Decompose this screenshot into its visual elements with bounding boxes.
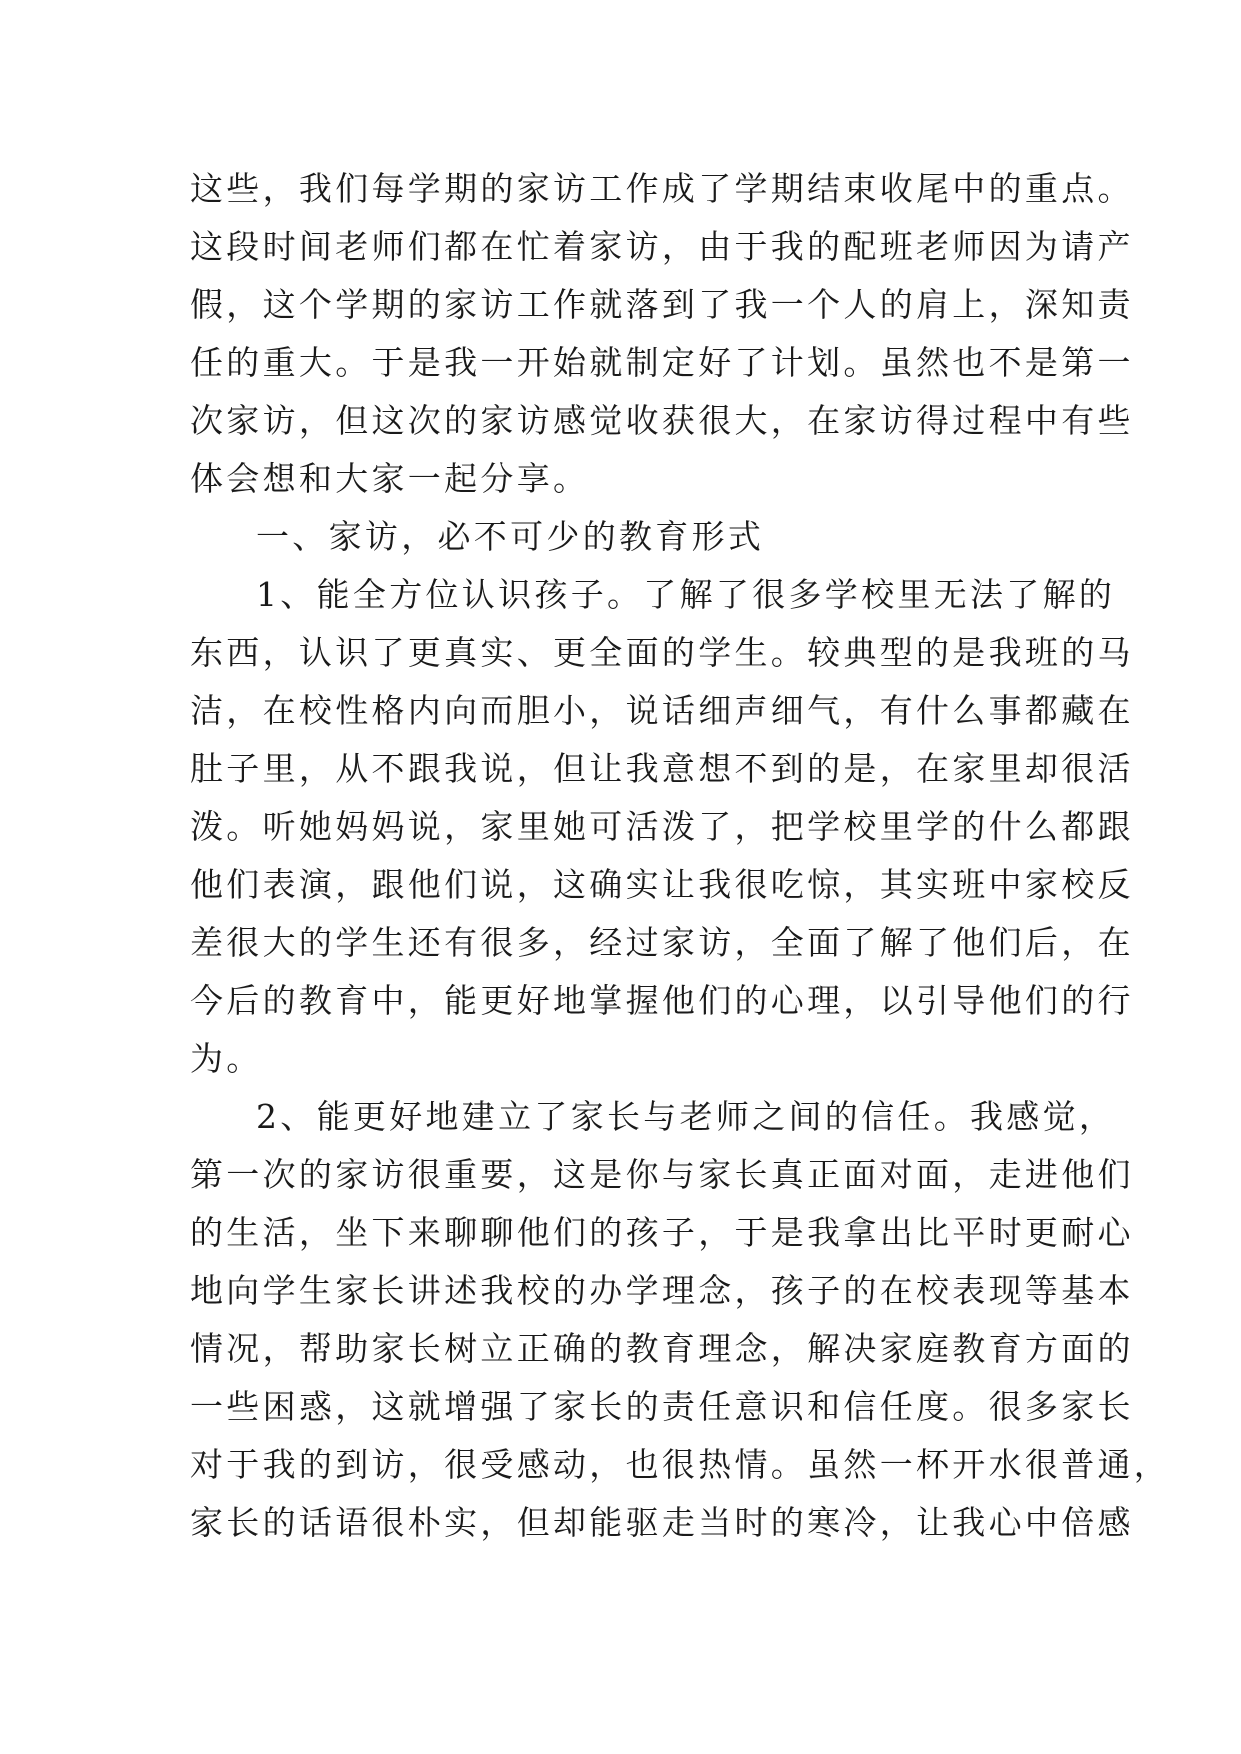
text-line: 第一次的家访很重要，这是你与家长真正面对面，走进他们 <box>190 1155 1134 1194</box>
text-line: 一些困惑，这就增强了家长的责任意识和信任度。很多家长 <box>190 1387 1134 1426</box>
text-line: 为。 <box>190 1039 263 1078</box>
section-heading: 一、家访，必不可少的教育形式 <box>256 517 765 556</box>
text-line: 今后的教育中，能更好地掌握他们的心理，以引导他们的行 <box>190 981 1134 1020</box>
text-line: 差很大的学生还有很多，经过家访，全面了解了他们后，在 <box>190 923 1134 962</box>
text-line: 对于我的到访，很受感动，也很热情。虽然一杯开水很普通， <box>190 1445 1171 1484</box>
text-line: 2、能更好地建立了家长与老师之间的信任。我感觉， <box>256 1097 1116 1136</box>
text-line: 情况，帮助家长树立正确的教育理念，解决家庭教育方面的 <box>190 1329 1134 1368</box>
text-line: 的生活，坐下来聊聊他们的孩子，于是我拿出比平时更耐心 <box>190 1213 1134 1252</box>
text-line: 家长的话语很朴实，但却能驱走当时的寒冷，让我心中倍感 <box>190 1503 1134 1542</box>
text-line: 假，这个学期的家访工作就落到了我一个人的肩上，深知责 <box>190 285 1134 324</box>
text-line: 这段时间老师们都在忙着家访，由于我的配班老师因为请产 <box>190 227 1134 266</box>
text-line: 他们表演，跟他们说，这确实让我很吃惊，其实班中家校反 <box>190 865 1134 904</box>
text-line: 次家访，但这次的家访感觉收获很大，在家访得过程中有些 <box>190 401 1134 440</box>
text-line: 肚子里，从不跟我说，但让我意想不到的是，在家里却很活 <box>190 749 1134 788</box>
text-line: 任的重大。于是我一开始就制定好了计划。虽然也不是第一 <box>190 343 1134 382</box>
text-line: 这些，我们每学期的家访工作成了学期结束收尾中的重点。 <box>190 169 1134 208</box>
text-line: 地向学生家长讲述我校的办学理念，孩子的在校表现等基本 <box>190 1271 1134 1310</box>
text-line: 东西，认识了更真实、更全面的学生。较典型的是我班的马 <box>190 633 1134 672</box>
text-line: 泼。听她妈妈说，家里她可活泼了，把学校里学的什么都跟 <box>190 807 1134 846</box>
text-line: 1、能全方位认识孩子。了解了很多学校里无法了解的 <box>256 575 1116 614</box>
text-line: 洁，在校性格内向而胆小，说话细声细气，有什么事都藏在 <box>190 691 1134 730</box>
text-line: 体会想和大家一起分享。 <box>190 459 590 498</box>
body-text <box>190 160 1171 1552</box>
